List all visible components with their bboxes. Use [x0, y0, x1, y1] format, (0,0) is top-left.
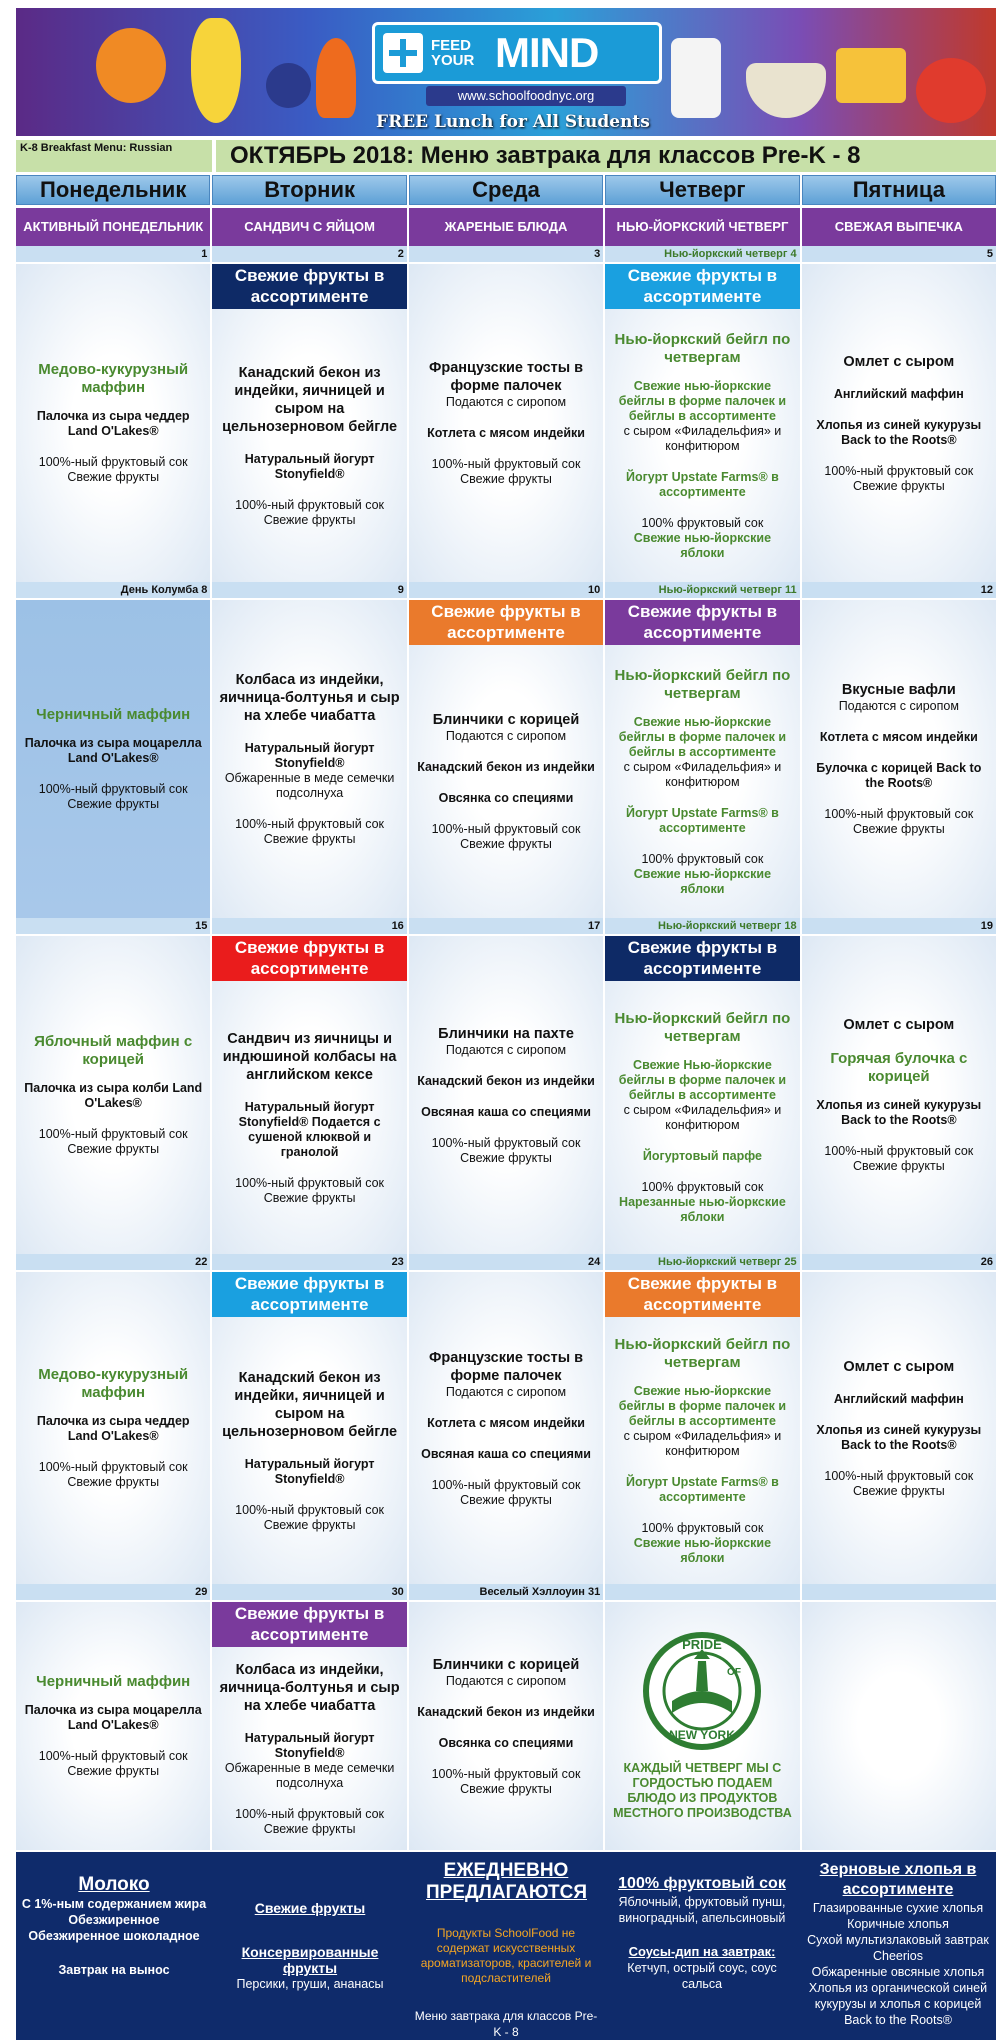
menu-item: Свежие фрукты	[460, 1150, 552, 1165]
date-number: Нью-йоркский четверг 18	[605, 918, 799, 934]
menu-item: Йогурт Upstate Farms® в ассортименте	[625, 1474, 779, 1504]
menu-item: Колбаса из индейки, яичница-болтунья и сыр на хлебе чиабатта	[219, 1661, 400, 1714]
juice-items: Яблочный, фруктовый пунш, виноградный, апельсиновый	[618, 1895, 786, 1925]
date-row	[16, 582, 996, 598]
cell-body	[218, 309, 400, 582]
menu-day-cell	[212, 936, 406, 1254]
cell-body	[415, 1602, 597, 1850]
date-number: 19	[802, 918, 996, 934]
menu-day-cell	[212, 1602, 406, 1850]
menu-item: Свежие фрукты	[460, 472, 552, 486]
menu-item: Овсяная каша со специями	[421, 1104, 591, 1119]
cell-body	[808, 936, 990, 1254]
menu-item: Свежие нью-йоркские яблоки	[633, 530, 772, 560]
cell-body	[415, 264, 597, 582]
footer-fruit-column	[212, 1852, 408, 2040]
menu-item: Подаются с сиропом	[838, 699, 959, 713]
menu-item: Палочка из сыра чеддер Land O'Lakes®	[36, 1414, 190, 1443]
menu-item: 100%-ный фруктовый сок	[824, 1468, 974, 1483]
cell-body	[415, 645, 597, 918]
menu-item: 100%-ный фруктовый сок	[431, 822, 581, 836]
cereal-bowl-icon	[746, 63, 826, 118]
cell-body	[22, 1272, 204, 1584]
menu-item: Нью-йоркский бейгл по четвергам	[614, 330, 791, 366]
date-number: 1	[16, 246, 210, 262]
menu-item: 100%-ный фруктовый сок	[824, 463, 974, 478]
cell-body	[808, 600, 990, 918]
menu-item: Йогуртовый парфе	[642, 1149, 762, 1163]
menu-item: Свежие фрукты	[263, 1821, 356, 1836]
cell-row	[16, 1272, 996, 1584]
menu-day-cell	[605, 1602, 799, 1850]
menu-item: Колбаса из индейки, яичница-болтунья и сыр на хлебе чиабатта	[219, 672, 400, 724]
footer	[16, 1852, 996, 2040]
fresh-fruit-banner: Свежие фрукты в ассортименте	[212, 264, 406, 309]
pride-of-new-york-logo-icon	[642, 1631, 762, 1751]
menu-item: Овсянка со специями	[438, 1735, 574, 1750]
date-number: 29	[16, 1584, 210, 1600]
date-number: 16	[212, 918, 406, 934]
menu-item: Подаются с сиропом	[445, 1673, 567, 1688]
cell-body	[22, 264, 204, 582]
menu-item: Блинчики с корицей	[432, 1656, 580, 1673]
menu-item: Черничный маффин	[36, 706, 191, 723]
menu-item: Свежие фрукты	[460, 1781, 552, 1796]
fresh-fruit-banner: Свежие фрукты в ассортименте	[212, 936, 406, 981]
date-row	[16, 1584, 996, 1600]
menu-item: Обжаренные в меде семечки подсолнуха	[224, 1760, 395, 1790]
menu-item: КАЖДЫЙ ЧЕТВЕРГ МЫ С ГОРДОСТЬЮ ПОДАЕМ БЛЮДО ИЗ ПРОДУКТОВ МЕСТНОГО ПРОИЗВОДСТВА	[613, 1761, 792, 1820]
menu-item: Овсянка со специями	[438, 791, 574, 805]
menu-item: 100%-ный фруктовый сок	[235, 1175, 385, 1190]
date-number: День Колумба 8	[16, 582, 210, 598]
menu-item: Палочка из сыра колби Land O'Lakes®	[24, 1081, 203, 1110]
date-number: Нью-йоркский четверг 25	[605, 1254, 799, 1270]
menu-item: с сыром «Филадельфия» и конфитюром	[623, 1428, 782, 1458]
menu-item: 100% фруктовый сок	[641, 515, 764, 530]
date-row	[16, 1254, 996, 1270]
cell-body	[415, 1272, 597, 1584]
menu-item: Палочка из сыра моцарелла Land O'Lakes®	[24, 1703, 202, 1732]
feed-your-mind-logo	[372, 22, 662, 84]
menu-item: Свежие фрукты	[460, 1492, 552, 1507]
cell-body	[611, 1317, 793, 1584]
day-header-friday: Пятница	[802, 175, 996, 205]
date-number: 17	[409, 918, 603, 934]
week-row	[16, 1584, 996, 1850]
theme-tuesday: САНДВИЧ С ЯЙЦОМ	[212, 208, 406, 246]
day-header-wednesday: Среда	[409, 175, 603, 205]
menu-item: Французские тосты в форме палочек	[428, 1349, 584, 1384]
menu-item: Омлет с сыром	[843, 1017, 955, 1033]
menu-item: Свежие фрукты	[460, 837, 552, 851]
banner	[16, 8, 996, 136]
menu-day-cell	[409, 936, 603, 1254]
menu-item: Котлета с мясом индейки	[427, 1415, 585, 1430]
menu-item: Палочка из сыра моцарелла Land O'Lakes®	[24, 736, 202, 765]
cell-body	[611, 645, 793, 918]
menu-day-cell	[802, 264, 996, 582]
fresh-fruit-banner: Свежие фрукты в ассортименте	[605, 936, 799, 981]
menu-item: Обжаренные в меде семечки подсолнуха	[224, 771, 395, 800]
cereal-item: Обжаренные овсяные хлопья	[811, 1965, 985, 1979]
fresh-fruit-banner: Свежие фрукты в ассортименте	[409, 600, 603, 645]
menu-item: Канадский бекон из индейки	[417, 1704, 595, 1719]
cell-body	[218, 981, 400, 1254]
menu-item: Свежие Нью-йоркские бейглы в форме палочек и бейглы в ассортименте	[618, 1058, 787, 1102]
cell-body	[611, 1602, 793, 1850]
menu-item: Котлета с мясом индейки	[427, 426, 585, 440]
dip-title: Соусы-дип на завтрак:	[628, 1944, 776, 1959]
menu-day-cell	[409, 600, 603, 918]
menu-item: Французские тосты в форме палочек	[428, 360, 584, 394]
menu-item: Палочка из сыра чеддер Land O'Lakes®	[36, 409, 190, 438]
date-number: 2	[212, 246, 406, 262]
menu-item: Свежие фрукты	[852, 822, 945, 836]
day-header-thursday: Четверг	[605, 175, 799, 205]
grab-and-go: Завтрак на вынос	[58, 1963, 170, 1977]
footer-daily-column	[408, 1852, 604, 2040]
menu-item: Медово-кукурузный маффин	[38, 361, 189, 396]
menu-item: Нью-йоркский бейгл по четвергам	[614, 1010, 791, 1045]
footer-cereal-column	[800, 1852, 996, 2040]
menu-item: Свежие фрукты	[852, 1483, 945, 1498]
cell-body	[22, 1602, 204, 1850]
menu-item: Йогурт Upstate Farms® в ассортименте	[625, 805, 779, 835]
menu-item: Овсяная каша со специями	[421, 1446, 591, 1461]
date-number: 12	[802, 582, 996, 598]
date-number: 22	[16, 1254, 210, 1270]
day-themes	[16, 208, 996, 246]
menu-item: 100%-ный фруктовый сок	[431, 1477, 581, 1492]
menu-item: Котлета с мясом индейки	[819, 730, 978, 744]
date-number	[802, 1584, 996, 1600]
menu-item: Нарезанные нью-йоркские яблоки	[619, 1195, 786, 1224]
menu-item: Блинчики с корицей	[432, 712, 580, 728]
menu-item: Канадский бекон из индейки, яичницей и сыром на цельнозерновом бейгле	[222, 1369, 398, 1440]
menu-item: 100%-ный фруктовый сок	[824, 807, 974, 821]
menu-day-cell	[802, 936, 996, 1254]
cereal-item: Глазированные сухие хлопья	[812, 1901, 984, 1915]
canned-fruit-title: Консервированные фрукты	[241, 1944, 379, 1976]
banner-url[interactable]: www.schoolfoodnyc.org	[426, 86, 626, 106]
pride-text-top: PRIDE	[682, 1637, 723, 1652]
fresh-fruit-banner: Свежие фрукты в ассортименте	[605, 1272, 799, 1317]
day-header-monday: Понедельник	[16, 175, 210, 205]
menu-item: 100%-ный фруктовый сок	[38, 455, 188, 469]
menu-item: Свежие фрукты	[263, 1517, 356, 1532]
daily-title: ЕЖЕДНЕВНО ПРЕДЛАГАЮТСЯ	[426, 1860, 587, 1903]
menu-item: Свежие нью-йоркские бейглы в форме палочек и бейглы в ассортименте	[618, 714, 787, 759]
menu-item: 100%-ный фруктовый сок	[38, 1749, 188, 1763]
cereal-item: Коричные хлопья	[847, 1917, 949, 1931]
menu-item: 100%-ный фруктовый сок	[38, 1460, 188, 1474]
date-number: 15	[16, 918, 210, 934]
menu-item: 100%-ный фруктовый сок	[235, 1806, 385, 1821]
cheese-character-icon	[836, 48, 906, 103]
schoolfood-note: Продукты SchoolFood не содержат искусственных ароматизаторов, красителей и подсластителей	[420, 1926, 592, 1985]
logo-text-big: MIND	[495, 29, 599, 76]
carrot-character-icon	[316, 38, 356, 118]
menu-item: 100%-ный фруктовый сок	[824, 1144, 974, 1158]
menu-day-cell	[605, 600, 799, 918]
milk-character-icon	[671, 38, 721, 118]
week-row	[16, 1254, 996, 1584]
menu-item: Подаются с сиропом	[445, 1042, 567, 1057]
milk-item: Обезжиренное шоколадное	[28, 1929, 200, 1943]
cereal-item: Сухой мультизлаковый завтрак Cheerios	[807, 1933, 989, 1963]
menu-item: Медово-кукурузный маффин	[38, 1366, 189, 1401]
date-number: Нью-йоркский четверг 11	[605, 582, 799, 598]
banner-tagline: FREE Lunch for All Students	[376, 112, 650, 132]
banana-character-icon	[191, 18, 241, 123]
milk-title: Молоко	[78, 1874, 150, 1895]
page-title: ОКТЯБРЬ 2018: Меню завтрака для классов Pre-K - 8	[216, 140, 996, 172]
menu-item: Свежие фрукты	[67, 1764, 160, 1778]
menu-item: Свежие фрукты	[263, 1190, 356, 1205]
cell-body	[22, 936, 204, 1254]
menu-item: Омлет с сыром	[843, 353, 955, 370]
date-number: 5	[802, 246, 996, 262]
menu-day-cell	[605, 264, 799, 582]
menu-day-cell	[802, 600, 996, 918]
menu-item: Хлопья из синей кукурузы Back to the Roots®	[816, 1422, 982, 1452]
dip-items: Кетчуп, острый соус, соус сальса	[627, 1961, 777, 1991]
cell-body	[218, 1647, 400, 1850]
menu-item: Канадский бекон из индейки, яичницей и сыром на цельнозерновом бейгле	[222, 364, 398, 435]
menu-item: Подаются с сиропом	[445, 395, 567, 409]
cell-row	[16, 264, 996, 582]
date-number: Веселый Хэллоуин 31	[409, 1584, 603, 1600]
theme-wednesday: ЖАРЕНЫЕ БЛЮДА	[409, 208, 603, 246]
menu-item: Горячая булочка с корицей	[830, 1050, 968, 1085]
menu-item: Блинчики на пахте	[438, 1025, 574, 1042]
date-number: 3	[409, 246, 603, 262]
date-number: 9	[212, 582, 406, 598]
theme-monday: АКТИВНЫЙ ПОНЕДЕЛЬНИК	[16, 208, 210, 246]
menu-item: 100%-ный фруктовый сок	[431, 457, 581, 471]
title-row	[16, 140, 996, 172]
week-row	[16, 582, 996, 918]
theme-thursday: НЬЮ-ЙОРКСКИЙ ЧЕТВЕРГ	[605, 208, 799, 246]
pride-text-bottom: NEW YORK	[669, 1728, 736, 1742]
plus-icon	[383, 33, 423, 73]
menu-item: 100% фруктовый сок	[641, 851, 764, 866]
menu-item: Свежие фрукты	[263, 512, 356, 527]
day-header-tuesday: Вторник	[212, 175, 406, 205]
menu-item: Свежие фрукты	[67, 1475, 160, 1489]
menu-item: 100%-ный фруктовый сок	[431, 1766, 581, 1781]
cell-row	[16, 936, 996, 1254]
menu-item: с сыром «Филадельфия» и конфитюром	[623, 1103, 782, 1132]
cell-body	[611, 309, 793, 582]
menu-item: Английский маффин	[833, 386, 964, 401]
menu-day-cell	[605, 936, 799, 1254]
menu-item: Подаются с сиропом	[445, 1384, 567, 1399]
week-row	[16, 918, 996, 1254]
menu-item: Нью-йоркский бейгл по четвергам	[614, 666, 791, 702]
menu-item: 100%-ный фруктовый сок	[235, 497, 385, 512]
menu-day-cell	[16, 936, 210, 1254]
menu-item: Яблочный маффин с корицей	[34, 1033, 193, 1068]
menu-day-cell	[212, 600, 406, 918]
fresh-fruit-banner: Свежие фрукты в ассортименте	[605, 264, 799, 309]
menu-item: Канадский бекон из индейки	[417, 1073, 595, 1088]
date-number: 23	[212, 1254, 406, 1270]
menu-item: Йогурт Upstate Farms® в ассортименте	[625, 469, 779, 499]
menu-item: Натуральный йогурт Stonyfield® Подается с сушеной клюквой и гранолой	[238, 1099, 381, 1159]
menu-item: Свежие фрукты	[852, 1159, 945, 1173]
cell-body	[808, 264, 990, 582]
week-row	[16, 246, 996, 582]
menu-day-cell	[409, 1602, 603, 1850]
menu-item: 100% фруктовый сок	[641, 1520, 764, 1535]
menu-item: Свежие фрукты	[263, 832, 356, 846]
cell-body	[808, 1602, 990, 1850]
milk-item: Обезжиренное	[68, 1913, 160, 1927]
menu-item: с сыром «Филадельфия» и конфитюром	[623, 423, 782, 453]
menu-item: с сыром «Филадельфия» и конфитюром	[623, 759, 782, 789]
menu-day-cell	[212, 264, 406, 582]
menu-item: Хлопья из синей кукурузы Back to the Roots®	[816, 1098, 982, 1127]
menu-item: Натуральный йогурт Stonyfield®	[244, 1730, 375, 1760]
cell-row	[16, 1602, 996, 1850]
cereal-title: Зерновые хлопья в ассортименте	[819, 1861, 977, 1898]
daily-footer-text: Меню завтрака для классов Pre-K - 8	[414, 2009, 598, 2039]
menu-item: 100%-ный фруктовый сок	[235, 817, 385, 831]
menu-item: Свежие нью-йоркские яблоки	[633, 1535, 772, 1565]
menu-item: Свежие фрукты	[852, 478, 945, 493]
menu-day-cell	[16, 1272, 210, 1584]
menu-item: Свежие фрукты	[67, 1142, 160, 1156]
menu-item: Свежие фрукты	[67, 797, 160, 811]
milk-item: С 1%-ным содержанием жира	[21, 1897, 207, 1911]
menu-item: Натуральный йогурт Stonyfield®	[244, 741, 375, 770]
menu-item: 100%-ный фруктовый сок	[235, 1502, 385, 1517]
menu-item: Натуральный йогурт Stonyfield®	[244, 1456, 375, 1486]
cell-body	[611, 981, 793, 1254]
menu-item: Омлет с сыром	[843, 1358, 955, 1375]
menu-item: Свежие нью-йоркские бейглы в форме палочек и бейглы в ассортименте	[618, 378, 787, 423]
menu-item: Подаются с сиропом	[445, 729, 567, 743]
date-number: 26	[802, 1254, 996, 1270]
cell-row	[16, 600, 996, 918]
footer-milk-column	[16, 1852, 212, 2040]
theme-friday: СВЕЖАЯ ВЫПЕЧКА	[802, 208, 996, 246]
menu-item: Свежие фрукты	[67, 470, 160, 484]
menu-day-cell	[212, 1272, 406, 1584]
day-headers	[16, 175, 996, 205]
cereal-item: Хлопья из органической синей кукурузы и хлопья с корицей Back to the Roots®	[808, 1981, 988, 2027]
cell-body	[808, 1272, 990, 1584]
menu-item: Булочка с корицей Back to the Roots®	[816, 761, 982, 790]
blueberry-character-icon	[266, 63, 311, 108]
menu-item: 100%-ный фруктовый сок	[38, 1127, 188, 1141]
menu-item: Английский маффин	[833, 1391, 964, 1406]
apple-character-icon	[916, 58, 986, 123]
date-number: 30	[212, 1584, 406, 1600]
fresh-fruit-banner: Свежие фрукты в ассортименте	[605, 600, 799, 645]
menu-day-cell	[409, 264, 603, 582]
menu-item: 100%-ный фруктовый сок	[38, 782, 188, 796]
menu-item: 100%-ный фруктовый сок	[431, 1135, 581, 1150]
date-row	[16, 246, 996, 262]
menu-day-cell	[605, 1272, 799, 1584]
date-number	[605, 1584, 799, 1600]
date-number: 10	[409, 582, 603, 598]
menu-day-cell	[16, 600, 210, 918]
menu-day-cell	[16, 264, 210, 582]
menu-item: Канадский бекон из индейки	[417, 760, 595, 774]
menu-item: Сандвич из яичницы и индюшиной колбасы на английском кексе	[222, 1030, 397, 1083]
menu-item: 100% фруктовый сок	[641, 1180, 764, 1194]
menu-item: Свежие нью-йоркские бейглы в форме палочек и бейглы в ассортименте	[618, 1383, 787, 1428]
menu-day-cell	[16, 1602, 210, 1850]
footer-juice-column	[604, 1852, 800, 2040]
date-number: 24	[409, 1254, 603, 1270]
menu-day-cell	[409, 1272, 603, 1584]
juice-title: 100% фруктовый сок	[618, 1875, 786, 1892]
fresh-fruit-banner: Свежие фрукты в ассортименте	[212, 1272, 406, 1317]
menu-item: Черничный маффин	[36, 1673, 191, 1690]
orange-character-icon	[96, 28, 166, 103]
menu-language-label: K-8 Breakfast Menu: Russian	[16, 140, 212, 172]
cell-body	[22, 600, 204, 918]
menu-day-cell	[802, 1272, 996, 1584]
menu-item: Свежие нью-йоркские яблоки	[633, 866, 772, 896]
cell-body	[415, 936, 597, 1254]
logo-text-small: FEED YOUR	[431, 37, 475, 69]
fresh-fruit-title: Свежие фрукты	[254, 1900, 366, 1916]
menu-item: Нью-йоркский бейгл по четвергам	[614, 1335, 791, 1371]
date-row	[16, 918, 996, 934]
date-number: Нью-йоркский четверг 4	[605, 246, 799, 262]
menu-item: Вкусные вафли	[841, 682, 956, 698]
menu-item: Натуральный йогурт Stonyfield®	[244, 451, 375, 481]
fresh-fruit-banner: Свежие фрукты в ассортименте	[212, 1602, 406, 1647]
cell-body	[218, 1317, 400, 1584]
menu-day-cell	[802, 1602, 996, 1850]
cell-body	[218, 600, 400, 918]
pride-text-of: OF	[727, 1667, 742, 1678]
canned-fruit-items: Персики, груши, ананасы	[236, 1977, 384, 1991]
menu-item: Хлопья из синей кукурузы Back to the Roots®	[816, 417, 982, 447]
